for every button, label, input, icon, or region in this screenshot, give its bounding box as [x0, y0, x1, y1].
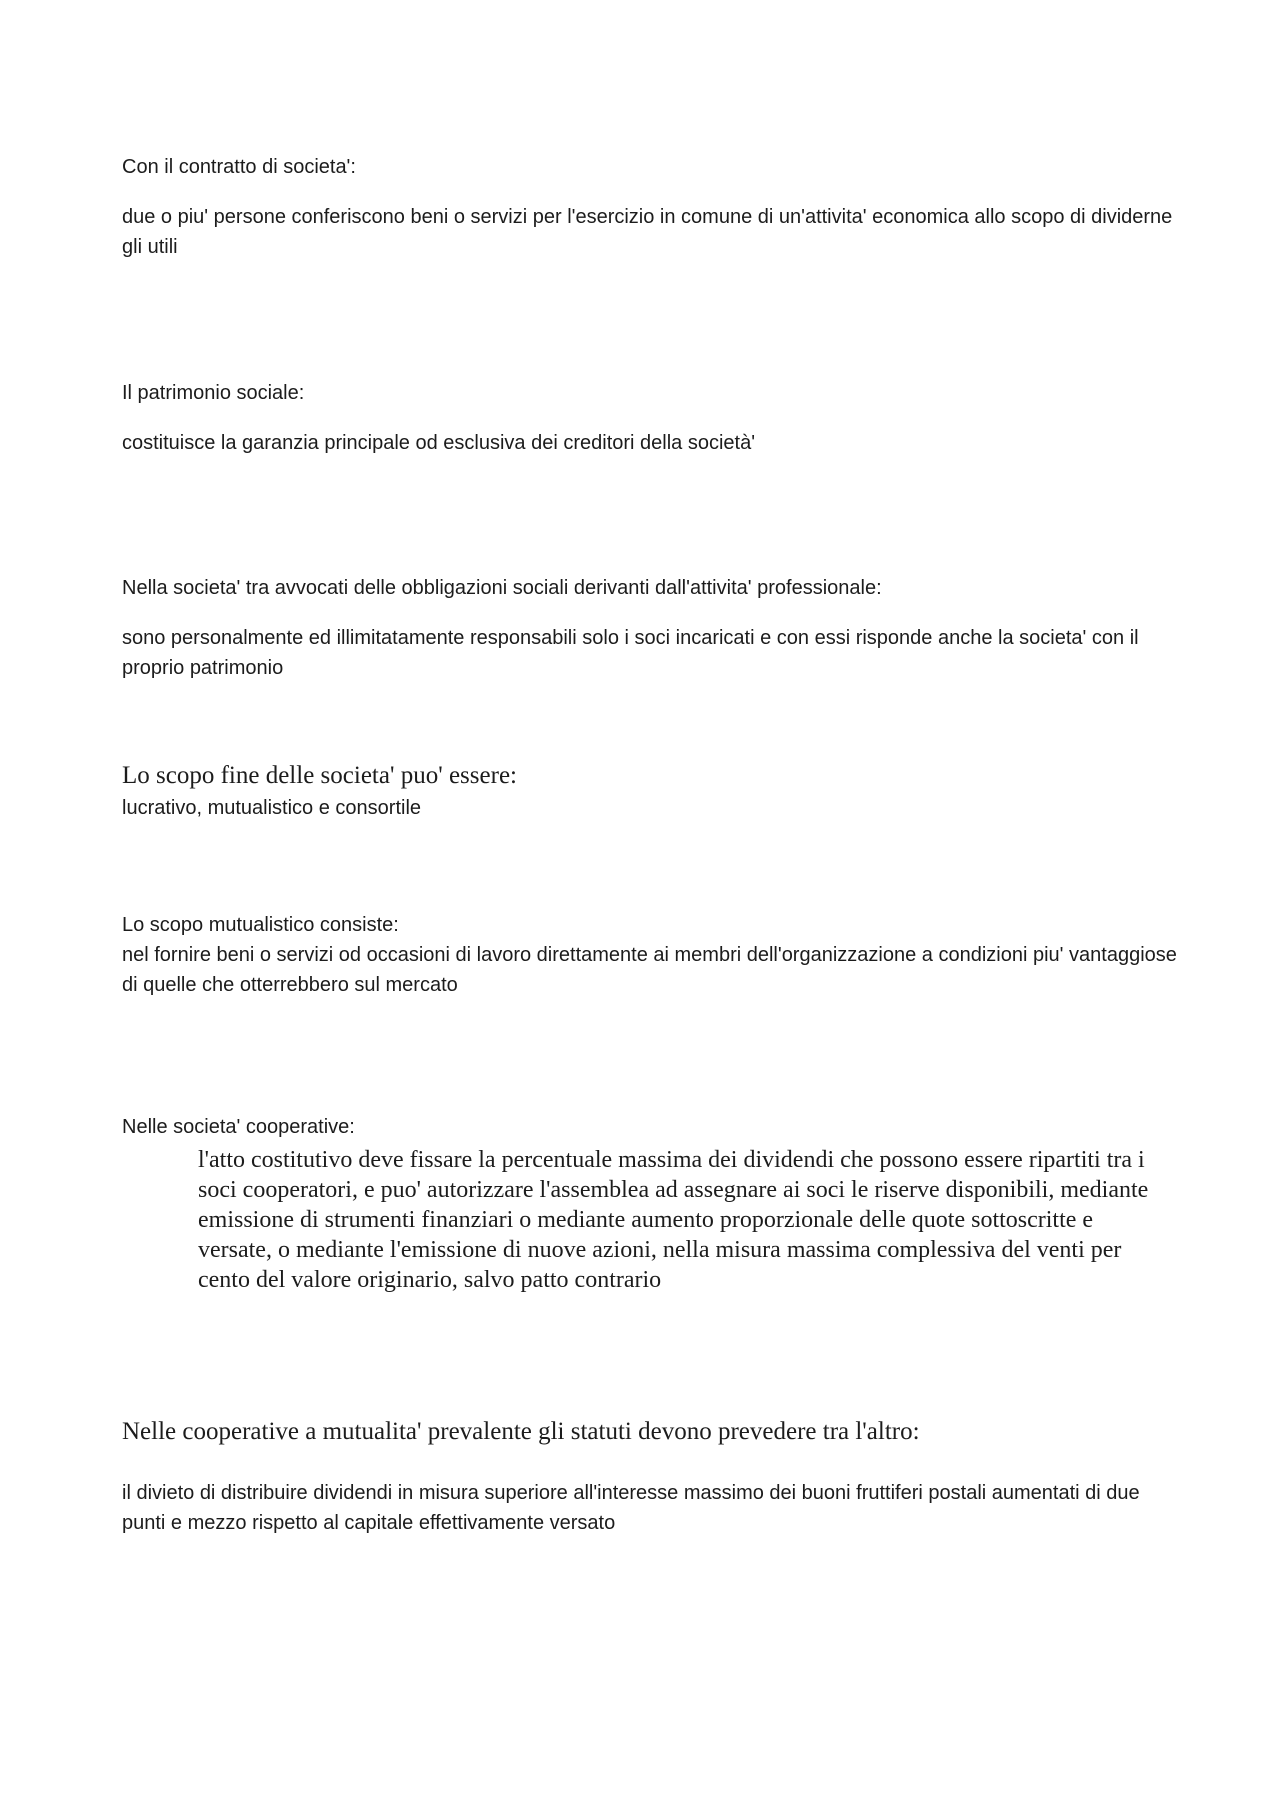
question-6: Nelle societa' cooperative: — [122, 1116, 355, 1138]
answer-4: lucrativo, mutualistico e consortile — [122, 797, 422, 819]
question-1: Con il contratto di societa': — [122, 156, 356, 178]
question-5: Lo scopo mutualistico consiste: — [122, 914, 399, 936]
answer-6: l'atto costitutivo deve fissare la percentuale massima dei dividendi che possono essere ripartiti tra i soci cooperatori, e puo' autorizzare l'assemblea ad assegnare ai soci le riserve disponibili, mediante emissione di strumenti finanziari o mediante aumento proporzionale delle quote sottoscritte e versate, o mediante l'emissione di nuove azioni, nella misura massima complessiva del venti per cento del valore originario, salvo patto contrario — [198, 1147, 1149, 1293]
question-4: Lo scopo fine delle societa' puo' essere: — [122, 762, 517, 789]
answer-3: sono personalmente ed illimitatamente responsabili solo i soci incaricati e con essi risponde anche la societa' con il proprio patrimonio — [122, 627, 1139, 679]
answer-5: nel fornire beni o servizi od occasioni di lavoro direttamente ai membri dell'organizzazione a condizioni piu' vantaggiose di quelle che otterrebbero sul mercato — [122, 944, 1177, 996]
question-2: Il patrimonio sociale: — [122, 382, 305, 404]
answer-7: il divieto di distribuire dividendi in misura superiore all'interesse massimo dei buoni fruttiferi postali aumentati di due punti e mezzo rispetto al capitale effettivamente versato — [122, 1482, 1140, 1534]
answer-1: due o piu' persone conferiscono beni o servizi per l'esercizio in comune di un'attivita' economica allo scopo di dividerne gli utili — [122, 206, 1173, 258]
question-7: Nelle cooperative a mutualita' prevalente gli statuti devono prevedere tra l'altro: — [122, 1418, 920, 1445]
answer-2: costituisce la garanzia principale od esclusiva dei creditori della società' — [122, 432, 756, 454]
question-3: Nella societa' tra avvocati delle obbligazioni sociali derivanti dall'attivita' professionale: — [122, 577, 882, 599]
